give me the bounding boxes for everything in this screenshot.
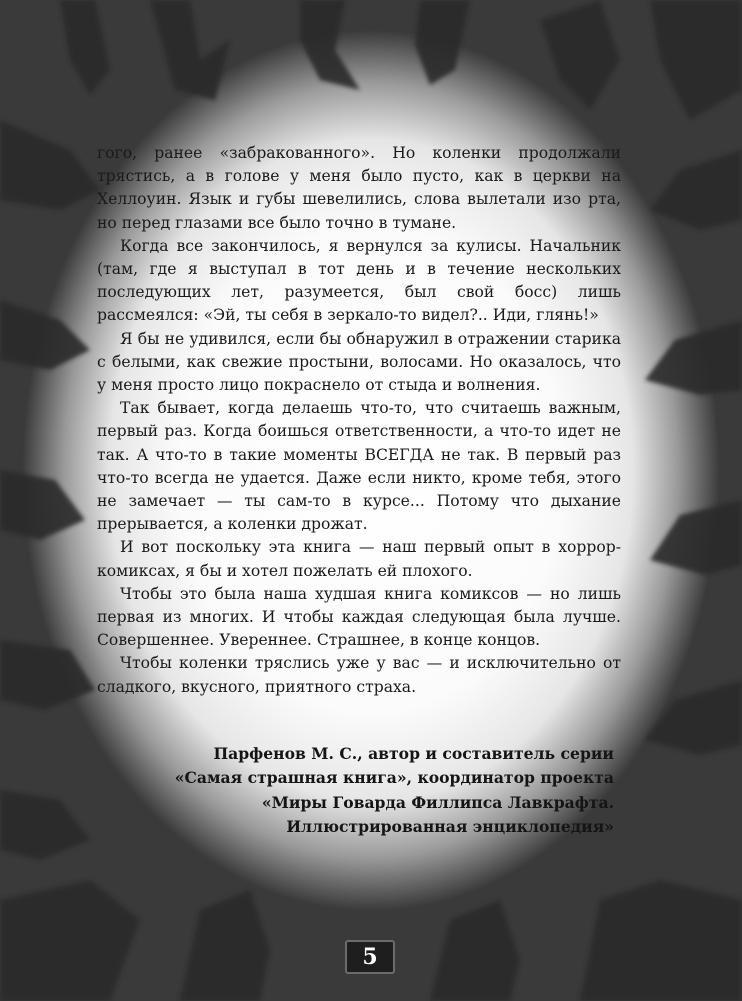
paragraph: гого, ранее «забракованного». Но коленки продолжали трястись, а в голове у меня было пусто, как в церкви на Хеллоуин. Язык и губы шевелились, слова вылетали изо рта, но перед глазами все было точно в тумане. xyxy=(97,144,621,232)
paragraph: Чтобы это была наша худшая книга комиксов — но лишь первая из многих. И чтобы каждая следующая была лучше. Совершеннее. Увереннее. Страшнее, в конце концов. xyxy=(97,584,621,650)
paragraph: Так бывает, когда делаешь что-то, что считаешь важным, первый раз. Когда боишься ответственности, а что-то идет не так. А что-то в такие моменты ВСЕГДА не так. В первый раз что-то всегда не удается. Даже если никто, кроме тебя, этого не замечает — ты сам-то в курсе... Потому что дыхание прерывается, а коленки дрожат. xyxy=(97,399,621,534)
paragraph: Я бы не удивился, если бы обнаружил в отражении старика с белыми, как свежие простыни, волосами. Но оказалось, что у меня просто лицо покраснело от стыда и волнения. xyxy=(97,329,621,395)
signature-line: Парфенов М. С., автор и составитель серии xyxy=(213,744,614,763)
author-signature xyxy=(94,742,614,840)
signature-line: Иллюстрированная энциклопедия» xyxy=(286,817,614,837)
paragraph: Чтобы коленки тряслись уже у вас — и исключительно от сладкого, вкусного, приятного страха. xyxy=(97,654,621,696)
signature-line: «Самая страшная книга», координатор проекта xyxy=(174,768,614,788)
paragraph: И вот поскольку эта книга — наш первый опыт в хоррор-комиксах, я бы и хотел пожелать ей плохого. xyxy=(97,538,621,580)
page-number: 5 xyxy=(345,940,395,974)
paragraph: Когда все закончилось, я вернулся за кулисы. Начальник (там, где я выступал в тот день и в течение нескольких последующих лет, разумеется, был свой босс) лишь рассмеялся: «Эй, ты себя в зеркало-то видел?.. Иди, глянь!» xyxy=(97,236,621,325)
signature-line: «Миры Говарда Филлипса Лавкрафта. xyxy=(261,792,614,812)
body-text xyxy=(97,142,621,699)
